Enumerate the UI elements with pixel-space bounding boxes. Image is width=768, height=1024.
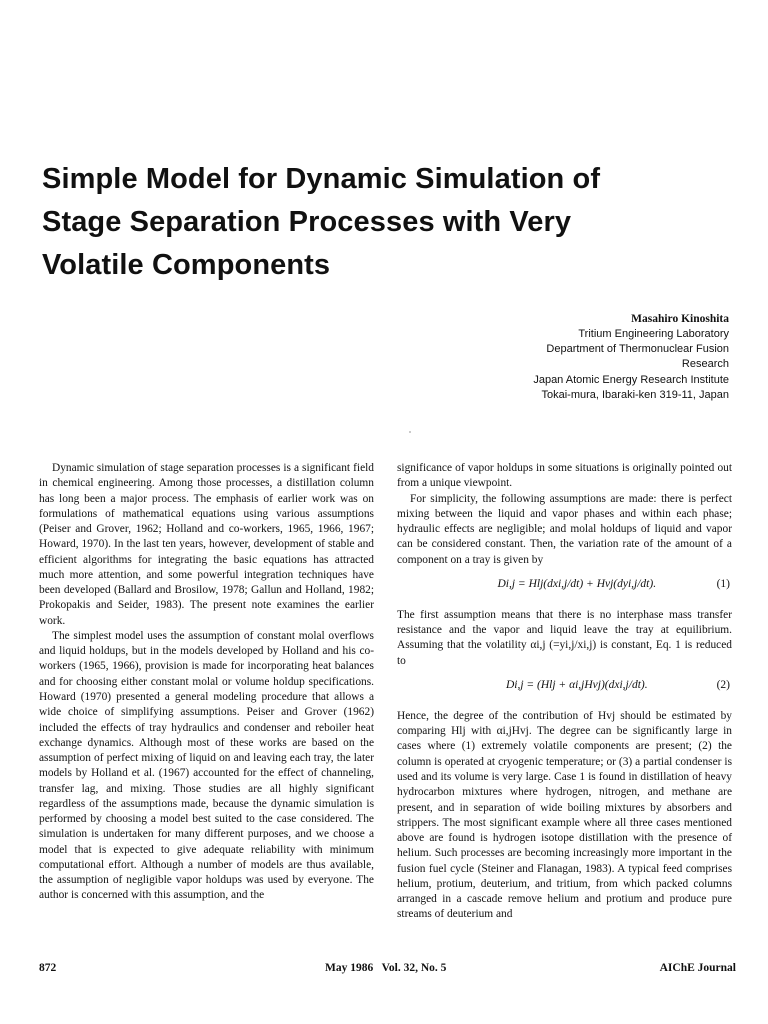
body-paragraph: The simplest model uses the assumption of constant molal overflows and liquid holdups, but in the models developed by Holland and his co-workers (1965, 1966), provision is made for incorporating heat balances and for choosing either constant molal or volume holdup specifications. Howard (1970) presented a general modeling procedure that allows a wide choice of simplifying assumptions. Peiser and Grover (1962) included the effects of tray hydraulics and condenser and reboiler heat exchange dynamics. Although most of these works are based on the assumption of perfect mixing of liquid on and leaving each tray, the later models by Holland et al. (1967) accounted for the effect of channeling, transfer lag, and mixing. Those studies are all highly significant regardless of the assumptions made, because the dynamic simulation is performed by choosing a model best suited to the case considered. The simulation is undertaken for many different purposes, and we choose a model that is expected to give adequate reliability with minimum computational effort. Although a number of models are thus available, the assumption of negligible vapor holdups was used by everyone. The author is concerned with this assumption, and the: [39, 629, 374, 902]
body-paragraph: Hence, the degree of the contribution of Hvj should be estimated by comparing Hlj with αi,jHvj. The degree can be significantly large in cases where (1) extremely volatile components are present; (2) the column is operated at cryogenic temperature; or (3) a partial condenser is used and its volume is very large. Case 1 is found in distillation of heavy hydrocarbon mixtures where hydrogen, nitrogen, and methane are present, and in separation of wide boiling mixtures by absorbers and strippers. The most significant example where all three cases mentioned above are found is hydrogen isotope distillation with the presence of helium. Such processes are becoming increasingly more important in the fusion fuel cycle (Steiner and Flanagan, 1983). A typical feed comprises helium, protium, deuterium, and tritium, from which packed columns arranged in a cascade remove helium and protium and produce pure streams of deuterium and: [397, 709, 732, 921]
author-name: Masahiro Kinoshita: [631, 313, 729, 325]
right-column: [397, 461, 732, 923]
left-column: [39, 461, 374, 904]
affiliation-line: Tritium Engineering Laboratory: [578, 328, 729, 340]
body-paragraph: significance of vapor holdups in some situations is originally pointed out from a unique viewpoint.: [397, 462, 732, 490]
title-line: Simple Model for Dynamic Simulation of: [42, 163, 601, 195]
author-block: [369, 311, 729, 403]
affiliation-line: Research: [681, 358, 729, 371]
title-line: Stage Separation Processes with Very: [42, 206, 572, 238]
title-line: Volatile Components: [42, 249, 331, 281]
scan-speck: [409, 431, 411, 433]
equation-number: (1): [716, 578, 730, 591]
page-number: 872: [39, 962, 57, 974]
journal-name: AIChE Journal: [659, 962, 736, 974]
affiliation-line: Department of Thermonuclear Fusion: [546, 343, 729, 356]
paper-title: [42, 158, 742, 287]
equation-2: [397, 671, 732, 701]
equation-1: [397, 570, 732, 600]
body-paragraph: Dynamic simulation of stage separation processes is a significant field in chemical engineering. Among those processes, a distillation column has long been a major process. The emphasis of earlier work was on formulations of mathematical equations using various assumptions (Peiser and Grover, 1962; Holland and co-workers, 1965, 1966, 1967; Howard, 1970). In the last ten years, however, development of stable and efficient algorithms for integrating the basic equations has attracted much more attention, and some powerful integration techniques have been developed (Ballard and Brosilow, 1978; Gallun and Holland, 1982; Prokopakis and Seider, 1983). The present note examines the earlier work.: [39, 462, 374, 627]
affiliation-line: Japan Atomic Energy Research Institute: [533, 373, 729, 386]
equation-expression: Di,j = Hlj(dxi,j/dt) + Hvj(dyi,j/dt).: [497, 578, 657, 591]
body-paragraph: For simplicity, the following assumptions are made: there is perfect mixing between the liquid and vapor phases and within each phase; hydraulic effects are negligible; and molal holdups of liquid and vapor can be considered constant. Then, the variation rate of the amount of a component on a tray is given by: [397, 492, 732, 566]
equation-expression: Di,j = (Hlj + αi,jHvj)(dxi,j/dt).: [505, 679, 648, 692]
body-paragraph: The first assumption means that there is no interphase mass transfer resistance and the vapor and liquid leave the tray at equilibrium. Assuming that the volatility αi,j (=yi,j/xi,j) is constant, Eq. 1 is reduced to: [397, 608, 732, 667]
issue-info: May 1986 Vol. 32, No. 5: [325, 962, 447, 974]
page-footer: [39, 962, 736, 978]
equation-number: (2): [716, 679, 730, 692]
affiliation-line: Tokai-mura, Ibaraki-ken 319-11, Japan: [541, 388, 729, 401]
